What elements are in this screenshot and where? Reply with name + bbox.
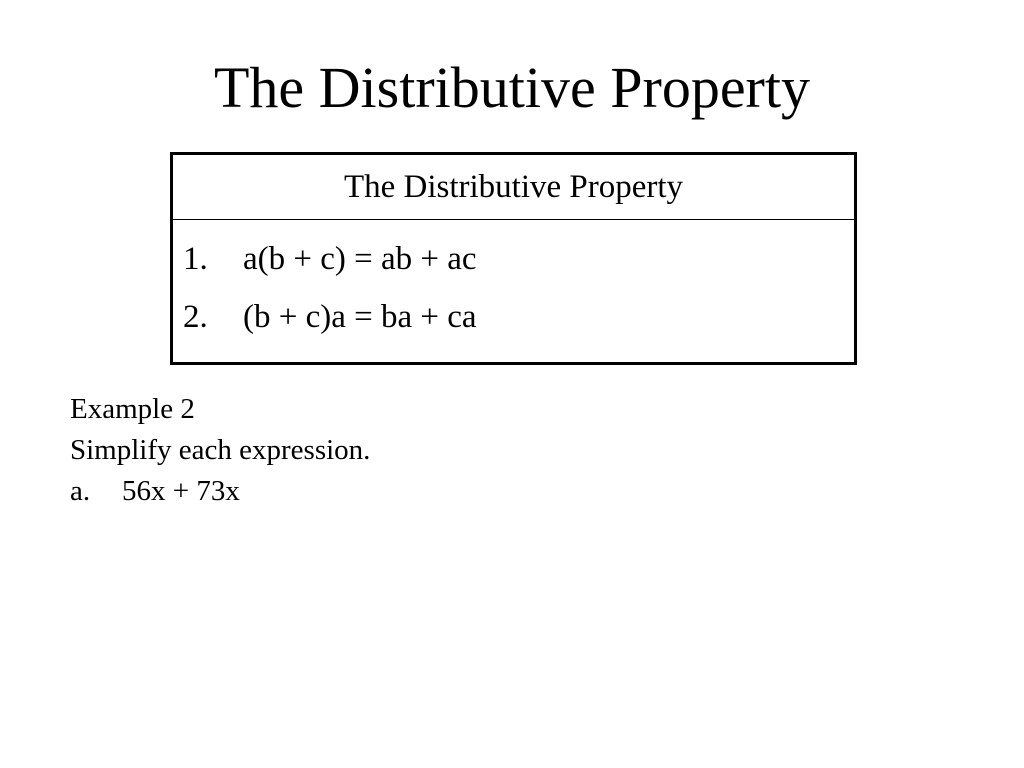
property-list [173,220,854,346]
property-item-number: 2. [183,299,208,335]
example-item-marker: a. [70,475,91,507]
example-section [70,389,370,512]
property-item-formula: (b + c)a = ba + ca [243,299,477,335]
example-item-expression: 56x + 73x [122,475,240,507]
property-box-header: The Distributive Property [173,155,854,220]
property-item-2 [183,288,854,346]
property-item-1 [183,230,854,288]
example-instruction: Simplify each expression. [70,434,371,466]
property-box [170,152,857,365]
slide-title: The Distributive Property [213,55,810,120]
example-item-a [70,471,370,512]
example-heading: Example 2 [70,393,195,425]
property-item-formula: a(b + c) = ab + ac [243,241,477,277]
property-item-number: 1. [183,241,208,277]
